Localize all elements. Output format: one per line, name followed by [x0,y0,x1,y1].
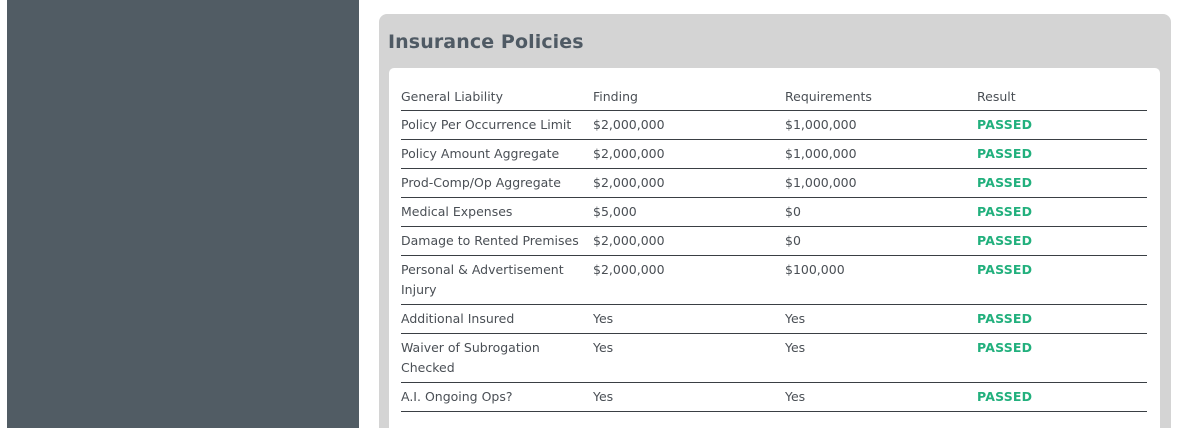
table-row [401,227,1147,256]
table-row [401,198,1147,227]
result-badge: PASSED [977,305,1147,334]
requirement-cell: $1,000,000 [785,140,977,169]
requirement-cell: Yes [785,383,977,412]
coverage-cell: Personal & Advertisement Injury [401,256,593,305]
requirement-cell: Yes [785,334,977,383]
table-header-row [401,83,1147,111]
table-row [401,305,1147,334]
requirement-cell: $1,000,000 [785,111,977,140]
coverage-cell: Damage to Rented Premises [401,227,593,256]
table-row [401,383,1147,412]
insurance-policies-panel [379,14,1171,428]
coverage-cell: Medical Expenses [401,198,593,227]
finding-cell: Yes [593,305,785,334]
result-badge: PASSED [977,227,1147,256]
column-header-finding: Finding [593,83,785,111]
requirement-cell: $0 [785,198,977,227]
finding-cell: $2,000,000 [593,227,785,256]
column-header-coverage: General Liability [401,83,593,111]
finding-cell: $2,000,000 [593,256,785,305]
sidebar [7,0,359,428]
result-badge: PASSED [977,256,1147,305]
result-badge: PASSED [977,198,1147,227]
finding-cell: $2,000,000 [593,140,785,169]
table-row [401,256,1147,305]
result-badge: PASSED [977,169,1147,198]
coverage-cell: Prod-Comp/Op Aggregate [401,169,593,198]
finding-cell: $5,000 [593,198,785,227]
coverage-cell: Policy Amount Aggregate [401,140,593,169]
result-badge: PASSED [977,111,1147,140]
coverage-cell: Additional Insured [401,305,593,334]
finding-cell: Yes [593,383,785,412]
requirement-cell: $0 [785,227,977,256]
panel-title: Insurance Policies [388,31,584,53]
finding-cell: Yes [593,334,785,383]
column-header-requirements: Requirements [785,83,977,111]
column-header-result: Result [977,83,1147,111]
result-badge: PASSED [977,334,1147,383]
finding-cell: $2,000,000 [593,169,785,198]
table-row [401,111,1147,140]
coverage-cell: A.I. Ongoing Ops? [401,383,593,412]
finding-cell: $2,000,000 [593,111,785,140]
general-liability-table [401,83,1147,412]
coverage-cell: Policy Per Occurrence Limit [401,111,593,140]
table-row [401,140,1147,169]
requirement-cell: $100,000 [785,256,977,305]
table-row [401,334,1147,383]
coverage-cell: Waiver of Subrogation Checked [401,334,593,383]
table-row [401,169,1147,198]
requirement-cell: $1,000,000 [785,169,977,198]
requirement-cell: Yes [785,305,977,334]
policy-card [389,68,1160,428]
result-badge: PASSED [977,383,1147,412]
result-badge: PASSED [977,140,1147,169]
